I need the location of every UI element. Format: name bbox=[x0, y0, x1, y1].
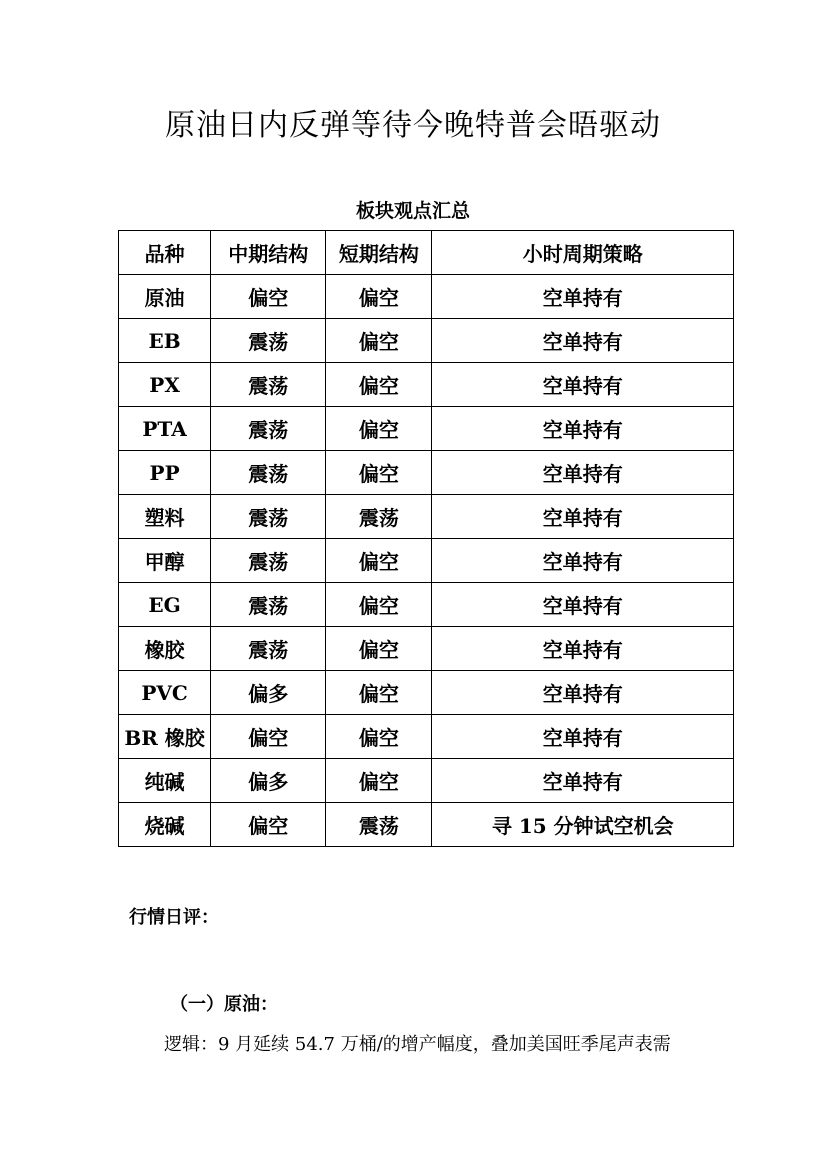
table-row bbox=[119, 671, 734, 715]
cell-hour: 空单持有 bbox=[432, 363, 734, 407]
cell-mid: 偏空 bbox=[211, 803, 326, 847]
cell-variety: PX bbox=[119, 363, 211, 407]
cell-short: 偏空 bbox=[326, 627, 432, 671]
header-short-term-structure: 短期结构 bbox=[326, 231, 432, 275]
cell-variety: 纯碱 bbox=[119, 759, 211, 803]
cell-short: 偏空 bbox=[326, 407, 432, 451]
cell-mid: 震荡 bbox=[211, 407, 326, 451]
cell-hour: 空单持有 bbox=[432, 451, 734, 495]
cell-hour: 空单持有 bbox=[432, 671, 734, 715]
cell-hour: 空单持有 bbox=[432, 715, 734, 759]
cell-variety: BR 橡胶 bbox=[119, 715, 211, 759]
cell-hour: 空单持有 bbox=[432, 495, 734, 539]
table-row bbox=[119, 451, 734, 495]
cell-mid: 偏多 bbox=[211, 671, 326, 715]
cell-mid: 震荡 bbox=[211, 627, 326, 671]
table-row bbox=[119, 319, 734, 363]
cell-variety: 烧碱 bbox=[119, 803, 211, 847]
table-row bbox=[119, 759, 734, 803]
cell-short: 偏空 bbox=[326, 583, 432, 627]
cell-mid: 偏空 bbox=[211, 715, 326, 759]
crude-oil-logic-paragraph: 逻辑：9 月延续 54.7 万桶/的增产幅度，叠加美国旺季尾声表需 bbox=[164, 1034, 671, 1055]
table-row bbox=[119, 275, 734, 319]
cell-short: 偏空 bbox=[326, 539, 432, 583]
table-row bbox=[119, 407, 734, 451]
header-mid-term-structure: 中期结构 bbox=[211, 231, 326, 275]
table-row bbox=[119, 495, 734, 539]
cell-variety: 塑料 bbox=[119, 495, 211, 539]
sector-summary-table bbox=[118, 230, 734, 847]
cell-short: 偏空 bbox=[326, 319, 432, 363]
cell-variety: PVC bbox=[119, 671, 211, 715]
cell-mid: 震荡 bbox=[211, 539, 326, 583]
cell-hour: 空单持有 bbox=[432, 407, 734, 451]
cell-hour: 空单持有 bbox=[432, 275, 734, 319]
cell-short: 偏空 bbox=[326, 275, 432, 319]
cell-short: 震荡 bbox=[326, 803, 432, 847]
table-row bbox=[119, 539, 734, 583]
cell-short: 偏空 bbox=[326, 715, 432, 759]
cell-mid: 震荡 bbox=[211, 495, 326, 539]
cell-mid: 震荡 bbox=[211, 583, 326, 627]
table-row bbox=[119, 583, 734, 627]
cell-mid: 震荡 bbox=[211, 363, 326, 407]
cell-hour: 空单持有 bbox=[432, 759, 734, 803]
market-commentary-heading: 行情日评： bbox=[129, 907, 219, 928]
cell-variety: 橡胶 bbox=[119, 627, 211, 671]
header-variety: 品种 bbox=[119, 231, 211, 275]
cell-mid: 偏多 bbox=[211, 759, 326, 803]
header-hourly-strategy: 小时周期策略 bbox=[432, 231, 734, 275]
table-row bbox=[119, 627, 734, 671]
cell-hour: 空单持有 bbox=[432, 627, 734, 671]
cell-variety: EG bbox=[119, 583, 211, 627]
cell-hour: 空单持有 bbox=[432, 583, 734, 627]
cell-hour: 空单持有 bbox=[432, 319, 734, 363]
cell-variety: 原油 bbox=[119, 275, 211, 319]
cell-mid: 震荡 bbox=[211, 319, 326, 363]
table-row bbox=[119, 803, 734, 847]
crude-oil-subheading: （一）原油： bbox=[170, 994, 278, 1015]
table-header-row bbox=[119, 231, 734, 275]
table-row bbox=[119, 363, 734, 407]
cell-mid: 偏空 bbox=[211, 275, 326, 319]
cell-variety: PTA bbox=[119, 407, 211, 451]
table-row bbox=[119, 715, 734, 759]
cell-hour: 寻 15 分钟试空机会 bbox=[432, 803, 734, 847]
cell-short: 震荡 bbox=[326, 495, 432, 539]
cell-short: 偏空 bbox=[326, 363, 432, 407]
cell-variety: EB bbox=[119, 319, 211, 363]
cell-short: 偏空 bbox=[326, 671, 432, 715]
table-caption: 板块观点汇总 bbox=[355, 200, 470, 222]
cell-variety: PP bbox=[119, 451, 211, 495]
cell-variety: 甲醇 bbox=[119, 539, 211, 583]
document-title: 原油日内反弹等待今晚特普会晤驱动 bbox=[165, 108, 661, 143]
cell-short: 偏空 bbox=[326, 759, 432, 803]
cell-mid: 震荡 bbox=[211, 451, 326, 495]
cell-hour: 空单持有 bbox=[432, 539, 734, 583]
cell-short: 偏空 bbox=[326, 451, 432, 495]
